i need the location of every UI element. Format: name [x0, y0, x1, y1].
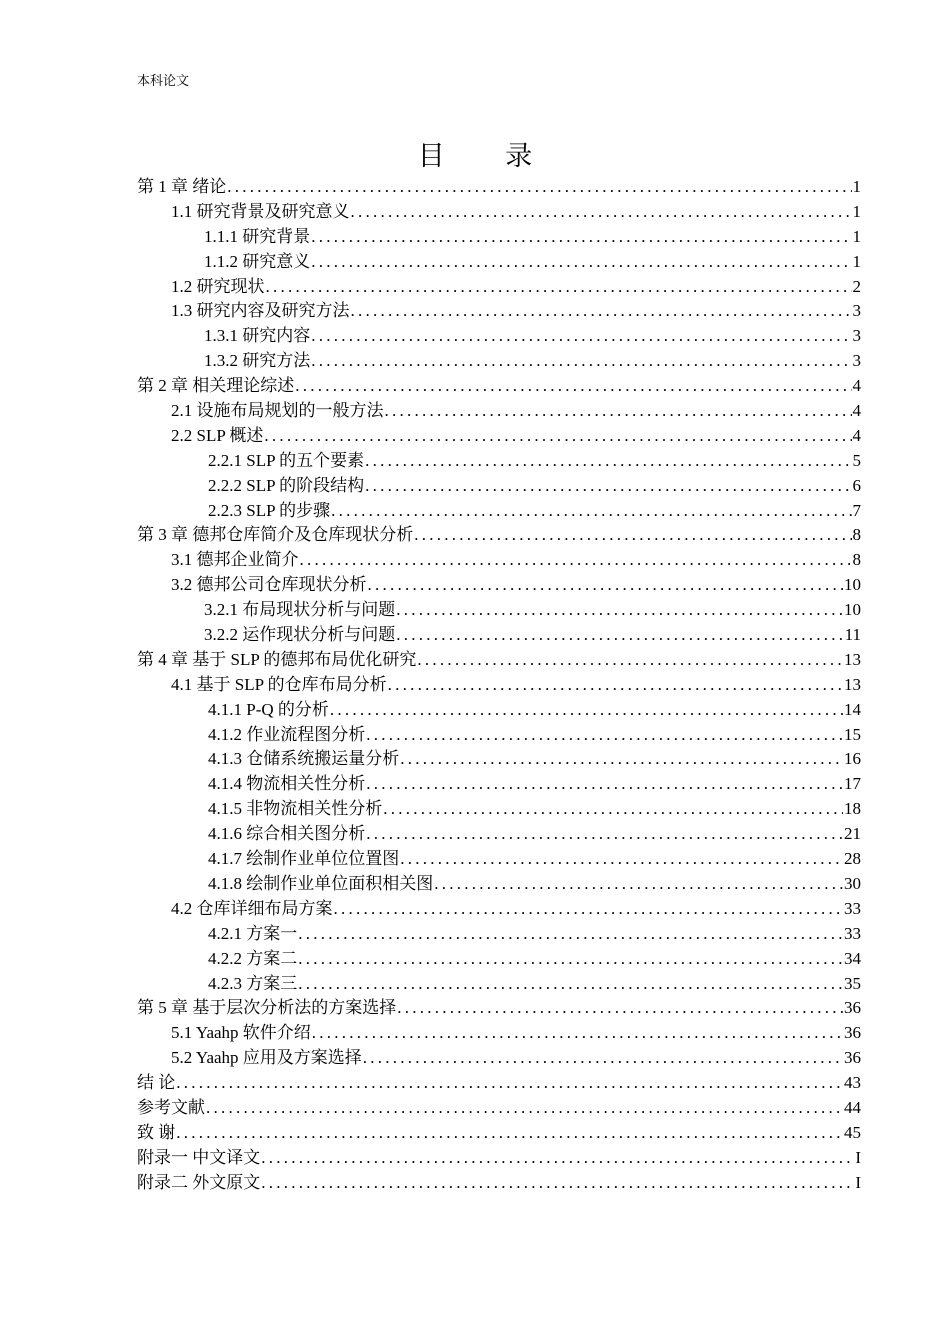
toc-entry-page: 36 — [844, 998, 861, 1018]
toc-leader-dots — [266, 275, 852, 300]
toc-leader-dots — [366, 772, 843, 797]
toc-entry[interactable] — [137, 1121, 861, 1146]
toc-leader-dots — [295, 374, 851, 399]
toc-leader-dots — [312, 1021, 843, 1046]
toc-entry[interactable] — [137, 449, 861, 474]
toc-entry[interactable] — [137, 623, 861, 648]
toc-entry-page: 7 — [852, 500, 861, 520]
toc-entry-label: 5.2 Yaahp 应用及方案选择 — [171, 1048, 362, 1068]
toc-entry-page: 4 — [852, 425, 861, 445]
toc-entry[interactable] — [137, 523, 861, 548]
toc-leader-dots — [396, 598, 843, 623]
toc-entry-label: 3.2 德邦公司仓库现状分析 — [171, 575, 367, 595]
toc-entry-label: 1.1.2 研究意义 — [204, 251, 311, 271]
toc-entry-page: 14 — [844, 699, 861, 719]
toc-leader-dots — [311, 324, 851, 349]
toc-entry[interactable] — [137, 324, 861, 349]
toc-entry-label: 4.1.1 P-Q 的分析 — [208, 699, 329, 719]
toc-entry-label: 4.2.1 方案一 — [208, 923, 298, 943]
toc-entry[interactable] — [137, 922, 861, 947]
toc-leader-dots — [298, 947, 843, 972]
toc-leader-dots — [400, 847, 843, 872]
toc-entry-page: 10 — [844, 575, 861, 595]
toc-entry-page: 6 — [852, 475, 861, 495]
toc-entry-page: 30 — [844, 873, 861, 893]
toc-entry[interactable] — [137, 872, 861, 897]
toc-leader-dots — [363, 1046, 843, 1071]
toc-leader-dots — [298, 922, 843, 947]
toc-entry[interactable] — [137, 897, 861, 922]
toc-entry-page: 34 — [844, 948, 861, 968]
toc-entry-page: 15 — [844, 724, 861, 744]
toc-entry-label: 结 论 — [137, 1073, 176, 1093]
toc-entry-label: 2.2.3 SLP 的步骤 — [208, 500, 331, 520]
toc-entry-label: 4.1.2 作业流程图分析 — [208, 724, 366, 744]
toc-leader-dots — [330, 698, 843, 723]
toc-entry-page: 33 — [844, 923, 861, 943]
toc-entry-label: 1.3.2 研究方法 — [204, 351, 311, 371]
toc-entry-label: 1.1.1 研究背景 — [204, 226, 311, 246]
toc-leader-dots — [366, 822, 843, 847]
toc-entry-page: 18 — [844, 799, 861, 819]
toc-entry[interactable] — [137, 972, 861, 997]
toc-entry-label: 附录一 中文译文 — [137, 1147, 261, 1167]
toc-entry-label: 第 1 章 绪论 — [137, 177, 227, 196]
toc-entry[interactable] — [137, 200, 861, 225]
toc-leader-dots — [261, 1146, 854, 1171]
toc-entry-label: 4.1.7 绘制作业单位位置图 — [208, 849, 400, 869]
toc-leader-dots — [368, 573, 844, 598]
toc-entry-page: 17 — [844, 774, 861, 794]
toc-entry[interactable] — [137, 947, 861, 972]
toc-leader-dots — [298, 972, 843, 997]
toc-leader-dots — [311, 349, 851, 374]
toc-entry-label: 3.1 德邦企业简介 — [171, 550, 299, 570]
toc-entry-page: 8 — [852, 525, 861, 545]
toc-entry-page: I — [855, 1172, 861, 1192]
toc-leader-dots — [383, 797, 843, 822]
toc-entry[interactable] — [137, 175, 861, 200]
toc-entry[interactable] — [137, 499, 861, 524]
toc-entry-page: 33 — [844, 898, 861, 918]
toc-entry[interactable] — [137, 822, 861, 847]
toc-entry-label: 4.1.5 非物流相关性分析 — [208, 799, 383, 819]
toc-entry-page: 16 — [844, 749, 861, 769]
toc-entry[interactable] — [137, 1021, 861, 1046]
toc-entry-page: 45 — [844, 1122, 861, 1142]
toc-entry-label: 1.1 研究背景及研究意义 — [171, 201, 350, 221]
toc-leader-dots — [331, 499, 851, 524]
toc-entry-label: 第 5 章 基于层次分析法的方案选择 — [137, 998, 397, 1018]
toc-entry-page: 13 — [844, 649, 861, 669]
toc-leader-dots — [351, 200, 852, 225]
toc-entry[interactable] — [137, 1046, 861, 1071]
toc-entry-label: 2.2.2 SLP 的阶段结构 — [208, 475, 365, 495]
toc-entry-label: 1.3.1 研究内容 — [204, 326, 311, 346]
toc-entry[interactable] — [137, 747, 861, 772]
toc-entry[interactable] — [137, 598, 861, 623]
toc-entry-label: 附录二 外文原文 — [137, 1172, 261, 1192]
toc-entry-page: 1 — [852, 177, 861, 196]
toc-entry-label: 1.2 研究现状 — [171, 276, 265, 296]
toc-entry[interactable] — [137, 399, 861, 424]
toc-leader-dots — [261, 1171, 854, 1196]
toc-entry[interactable] — [137, 250, 861, 275]
toc-entry[interactable] — [137, 673, 861, 698]
toc-entry-page: 4 — [852, 376, 861, 396]
toc-entry[interactable] — [137, 648, 861, 673]
toc-leader-dots — [397, 996, 843, 1021]
toc-entry-label: 4.1.4 物流相关性分析 — [208, 774, 366, 794]
toc-entry[interactable] — [137, 996, 861, 1021]
toc-entry-label: 4.1.8 绘制作业单位面积相关图 — [208, 873, 434, 893]
toc-entry-page: 36 — [844, 1048, 861, 1068]
toc-entry-page: 4 — [852, 401, 861, 421]
toc-entry[interactable] — [137, 847, 861, 872]
toc-entry-label: 第 3 章 德邦仓库简介及仓库现状分析 — [137, 525, 414, 545]
toc-entry-label: 2.1 设施布局规划的一般方法 — [171, 401, 384, 421]
toc-entry[interactable] — [137, 275, 861, 300]
toc-entry-label: 3.2.2 运作现状分析与问题 — [204, 625, 396, 645]
toc-leader-dots — [176, 1071, 843, 1096]
toc-entry-page: 3 — [852, 301, 861, 321]
toc-entry-label: 4.2 仓库详细布局方案 — [171, 898, 333, 918]
toc-entry[interactable] — [137, 723, 861, 748]
toc-leader-dots — [311, 250, 851, 275]
toc-leader-dots — [264, 424, 851, 449]
toc-entry[interactable] — [137, 1096, 861, 1121]
toc-entry[interactable] — [137, 299, 861, 324]
toc-entry-page: 5 — [852, 450, 861, 470]
toc-entry-page: 36 — [844, 1023, 861, 1043]
toc-entry-page: 35 — [844, 973, 861, 993]
toc-leader-dots — [365, 474, 851, 499]
toc-entry-label: 第 2 章 相关理论综述 — [137, 376, 295, 396]
toc-entry[interactable] — [137, 548, 861, 573]
toc-entry[interactable] — [137, 573, 861, 598]
toc-entry[interactable] — [137, 1146, 861, 1171]
toc-entry-page: 28 — [844, 849, 861, 869]
toc-entry-page: 1 — [852, 201, 861, 221]
toc-entry-page: 11 — [844, 625, 861, 645]
toc-entry-label: 2.2.1 SLP 的五个要素 — [208, 450, 365, 470]
toc-entry[interactable] — [137, 374, 861, 399]
toc-entry-page: 13 — [844, 674, 861, 694]
toc-entry-page: 2 — [852, 276, 861, 296]
toc-entry[interactable] — [137, 1171, 861, 1196]
table-of-contents — [137, 175, 861, 1196]
toc-entry[interactable] — [137, 772, 861, 797]
toc-leader-dots — [176, 1121, 843, 1146]
toc-entry-label: 3.2.1 布局现状分析与问题 — [204, 600, 396, 620]
toc-entry-page: 1 — [852, 251, 861, 271]
toc-entry-label: 致 谢 — [137, 1122, 176, 1142]
toc-leader-dots — [365, 449, 851, 474]
toc-entry-page: 1 — [852, 226, 861, 246]
toc-entry-label: 4.1.6 综合相关图分析 — [208, 824, 366, 844]
toc-leader-dots — [396, 623, 843, 648]
toc-entry[interactable] — [137, 225, 861, 250]
toc-entry-page: 44 — [844, 1097, 861, 1117]
toc-leader-dots — [417, 648, 843, 673]
toc-entry-page: 3 — [852, 351, 861, 371]
toc-entry-page: 8 — [852, 550, 861, 570]
toc-entry[interactable] — [137, 698, 861, 723]
toc-leader-dots — [366, 723, 843, 748]
toc-entry-label: 2.2 SLP 概述 — [171, 425, 264, 445]
toc-entry-page: 3 — [852, 326, 861, 346]
toc-entry[interactable] — [137, 474, 861, 499]
toc-entry-page: 21 — [844, 824, 861, 844]
toc-entry-label: 参考文献 — [137, 1097, 205, 1117]
toc-entry-label: 4.1.3 仓储系统搬运量分析 — [208, 749, 400, 769]
toc-leader-dots — [227, 175, 851, 200]
toc-leader-dots — [351, 299, 852, 324]
toc-entry-label: 第 4 章 基于 SLP 的德邦布局优化研究 — [137, 649, 417, 669]
toc-entry[interactable] — [137, 349, 861, 374]
toc-entry-label: 5.1 Yaahp 软件介绍 — [171, 1023, 311, 1043]
toc-entry-label: 4.2.3 方案三 — [208, 973, 298, 993]
toc-entry-page: 43 — [844, 1073, 861, 1093]
toc-leader-dots — [300, 548, 852, 573]
toc-entry[interactable] — [137, 424, 861, 449]
toc-leader-dots — [206, 1096, 843, 1121]
toc-entry-label: 1.3 研究内容及研究方法 — [171, 301, 350, 321]
running-header: 本科论文 — [137, 73, 190, 88]
toc-entry[interactable] — [137, 797, 861, 822]
toc-entry-label: 4.2.2 方案二 — [208, 948, 298, 968]
toc-leader-dots — [388, 673, 843, 698]
toc-leader-dots — [311, 225, 851, 250]
toc-leader-dots — [334, 897, 844, 922]
toc-entry[interactable] — [137, 1071, 861, 1096]
toc-leader-dots — [400, 747, 843, 772]
toc-leader-dots — [414, 523, 851, 548]
toc-entry-page: I — [855, 1147, 861, 1167]
toc-entry-label: 4.1 基于 SLP 的仓库布局分析 — [171, 674, 387, 694]
toc-leader-dots — [434, 872, 843, 897]
page-title: 目 录 — [417, 141, 559, 172]
toc-entry-page: 10 — [844, 600, 861, 620]
toc-leader-dots — [385, 399, 852, 424]
